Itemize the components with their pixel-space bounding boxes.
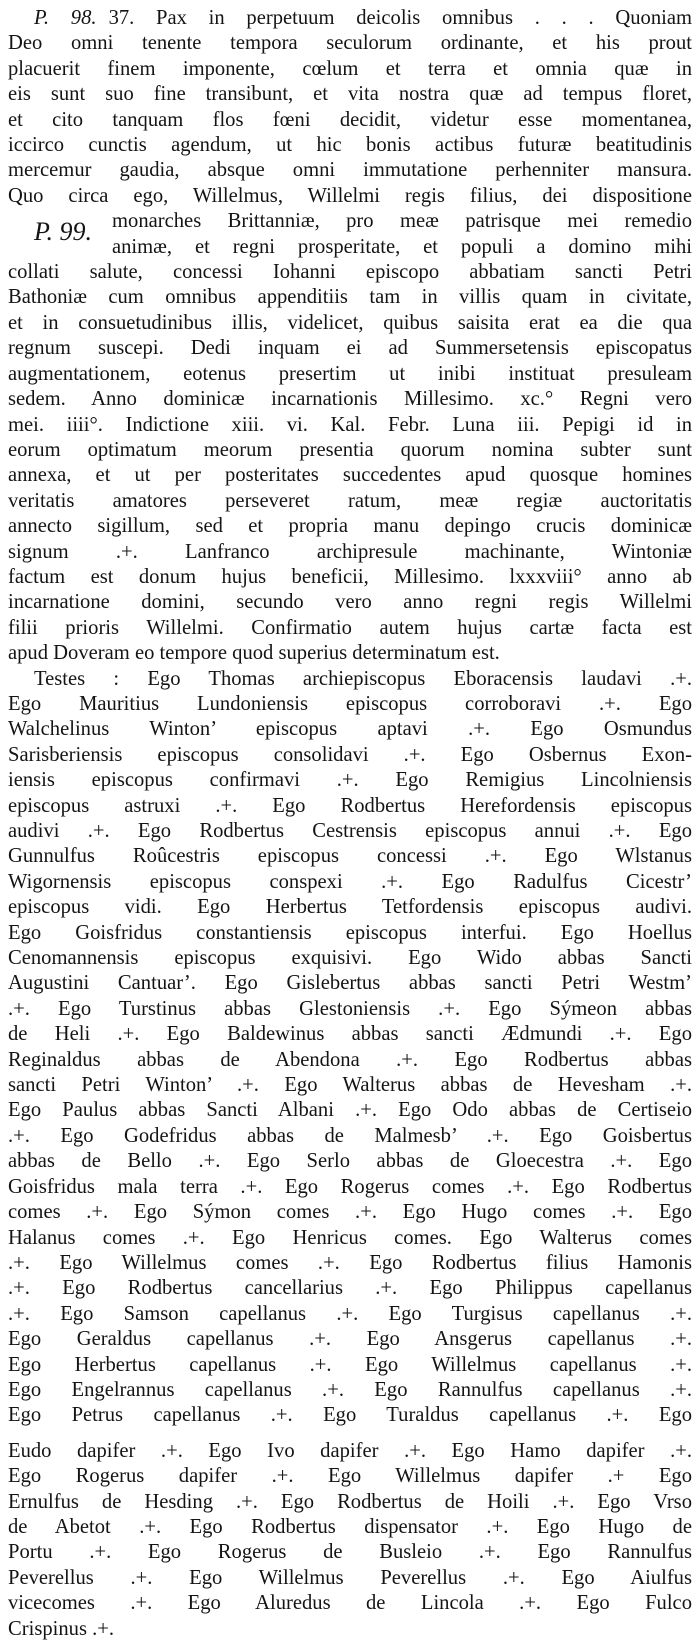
charter-line: et in consuetudinibus illis, videlicet, quibus saisita erat ea die qua <box>8 311 692 334</box>
charter-line: eorum optimatum meorum presentia quorum nomina subter sunt <box>8 438 692 461</box>
charter-line: collati salute, concessi Iohanni episcopo abbatiam sancti Petri <box>8 261 692 284</box>
charter-line: animæ, et regni prosperitate, et populi a domino mihi <box>112 235 692 258</box>
charter-line: filii prioris Willelmi. Confirmatio autem hujus cartæ facta est <box>8 616 692 639</box>
witness-line: Peverellus .+. Ego Willelmus Peverellus .+. Ego Aiulfus <box>8 1566 692 1589</box>
charter-line: Bathoniæ cum omnibus appenditiis tam in villis quam in civitate, <box>8 286 692 309</box>
witness-line: Halanus comes .+. Ego Henricus comes. Ego Walterus comes <box>8 1226 692 1249</box>
witness-line: Eudo dapifer .+. Ego Ivo dapifer .+. Ego Hamo dapifer .+. <box>8 1439 692 1462</box>
witness-line: episcopus vidi. Ego Herbertus Tetfordensis episcopus audivi. <box>8 896 692 919</box>
charter-line: signum .+. Lanfranco archipresule machinante, Wintoniæ <box>8 540 692 563</box>
witness-line: Ernulfus de Hesding .+. Ego Rodbertus de Hoili .+. Ego Vrso <box>8 1490 692 1513</box>
charter-line: annecto sigillum, sed et propria manu depingo crucis dominicæ <box>8 515 692 538</box>
charter-line: P. 98. 37. Pax in perpetuum deicolis omnibus . . . Quoniam <box>34 7 693 29</box>
margin-reference-block <box>8 209 692 260</box>
charter-line: regnum suscepi. Dedi inquam ei ad Summersetensis episcopatus <box>8 337 692 360</box>
charter-line: Quo circa ego, Willelmus, Willelmi regis filius, dei dispositione <box>8 184 692 207</box>
charter-line: placuerit finem imponente, cœlum et terra et omnia quæ in <box>8 57 692 80</box>
charter-line: apud Doveram eo tempore quod superius determinatum est. <box>8 642 500 665</box>
witness-line: .+. Ego Rodbertus cancellarius .+. Ego Philippus capellanus <box>8 1277 692 1300</box>
witness-line: Ego Petrus capellanus .+. Ego Turaldus capellanus .+. Ego <box>8 1404 692 1427</box>
page-reference: P. 98. <box>34 7 97 29</box>
charter-line: augmentationem, eotenus presertim ut inibi instituat presuleam <box>8 362 692 385</box>
charter-line: sedem. Anno dominicæ incarnationis Millesimo. xc.° Regni vero <box>8 388 692 411</box>
witness-line: iensis episcopus confirmavi .+. Ego Remigius Lincolniensis <box>8 769 692 792</box>
document-page <box>8 6 692 1642</box>
witness-line: Ego Mauritius Lundoniensis episcopus corroboravi .+. Ego <box>8 692 692 715</box>
witness-line: Ego Paulus abbas Sancti Albani .+. Ego Odo abbas de Certiseio <box>8 1099 692 1122</box>
witness-line: .+. Ego Willelmus comes .+. Ego Rodbertus filius Hamonis <box>8 1251 692 1274</box>
witness-line: Sarisberiensis episcopus consolidavi .+. Ego Osbernus Exon- <box>8 743 692 766</box>
margin-page-reference: P. 99. <box>34 217 93 247</box>
witness-line: comes .+. Ego Sýmon comes .+. Ego Hugo comes .+. Ego <box>8 1201 692 1224</box>
witness-line: de Heli .+. Ego Baldewinus abbas sancti Ædmundi .+. Ego <box>8 1023 692 1046</box>
witness-line: episcopus astruxi .+. Ego Rodbertus Herefordensis episcopus <box>8 794 692 817</box>
charter-line: mei. iiii°. Indictione xiii. vi. Kal. Febr. Luna iii. Pepigi id in <box>8 413 692 436</box>
charter-line: incarnatione domini, secundo vero anno regni regis Willelmi <box>8 591 692 614</box>
witness-line: sancti Petri Winton’ .+. Ego Walterus abbas de Hevesham .+. <box>8 1074 692 1097</box>
witness-line: Gunnulfus Roûcestris episcopus concessi .+. Ego Wlstanus <box>8 845 692 868</box>
witness-list <box>8 667 692 1642</box>
witness-line: Testes : Ego Thomas archiepiscopus Eboracensis laudavi .+. <box>34 667 692 690</box>
witness-line: Cenomannensis episcopus exquisivi. Ego Wido abbas Sancti <box>8 947 692 970</box>
charter-line: et cito tanquam flos fœni decidit, videtur esse momentanea, <box>8 108 692 131</box>
witness-line: .+. Ego Turstinus abbas Glestoniensis .+. Ego Sýmeon abbas <box>8 997 692 1020</box>
witness-line: Ego Engelrannus capellanus .+. Ego Rannulfus capellanus .+. <box>8 1378 692 1401</box>
charter-line: Deo omni tenente tempora seculorum ordinante, et his prout <box>8 32 692 55</box>
charter-line: mercemur gaudia, absque omni immutatione perhenniter mansura. <box>8 159 692 182</box>
witness-line: .+. Ego Samson capellanus .+. Ego Turgisus capellanus .+. <box>8 1302 692 1325</box>
witness-line: abbas de Bello .+. Ego Serlo abbas de Gloecestra .+. Ego <box>8 1150 692 1173</box>
witness-line: Augustini Cantuar’. Ego Gislebertus abbas sancti Petri Westm’ <box>8 972 692 995</box>
witness-line: Wigornensis episcopus conspexi .+. Ego Radulfus Cicestr’ <box>8 870 692 893</box>
charter-line: veritatis amatores perseveret ratum, meæ regiæ auctoritatis <box>8 489 692 512</box>
witness-line: .+. Ego Godefridus abbas de Malmesb’ .+. Ego Goisbertus <box>8 1124 692 1147</box>
witness-line: Ego Herbertus capellanus .+. Ego Willelmus capellanus .+. <box>8 1353 692 1376</box>
charter-line: annexa, et ut per posteritates succedentes apud quosque homines <box>8 464 692 487</box>
charter-line: iccirco cunctis agendum, ut hic bonis actibus futuræ beatitudinis <box>8 134 692 157</box>
witness-line: vicecomes .+. Ego Aluredus de Lincola .+. Ego Fulco <box>8 1592 692 1615</box>
witness-line: Reginaldus abbas de Abendona .+. Ego Rodbertus abbas <box>8 1048 692 1071</box>
witness-line: Ego Rogerus dapifer .+. Ego Willelmus dapifer .+ Ego <box>8 1465 692 1488</box>
witness-line: Walchelinus Winton’ episcopus aptavi .+. Ego Osmundus <box>8 718 692 741</box>
charter-line: factum est donum hujus beneficii, Millesimo. lxxxviii° anno ab <box>8 565 692 588</box>
witness-line: Crispinus .+. <box>8 1617 115 1640</box>
witness-line: Ego Geraldus capellanus .+. Ego Ansgerus capellanus .+. <box>8 1328 692 1351</box>
charter-text <box>8 6 692 667</box>
witness-line: Portu .+. Ego Rogerus de Busleio .+. Ego Rannulfus <box>8 1541 692 1564</box>
witness-line: Ego Goisfridus constantiensis episcopus interfui. Ego Hoellus <box>8 921 692 944</box>
witness-line: audivi .+. Ego Rodbertus Cestrensis episcopus annui .+. Ego <box>8 820 692 842</box>
witness-line: de Abetot .+. Ego Rodbertus dispensator .+. Ego Hugo de <box>8 1515 692 1538</box>
charter-line: monarches Brittanniæ, pro meæ patrisque mei remedio <box>112 210 692 233</box>
witness-line: Goisfridus mala terra .+. Ego Rogerus comes .+. Ego Rodbertus <box>8 1175 692 1198</box>
page-break-gap <box>8 1429 692 1439</box>
charter-line: eis sunt suo fine transibunt, et vita nostra quæ ad tempus floret, <box>8 83 692 106</box>
